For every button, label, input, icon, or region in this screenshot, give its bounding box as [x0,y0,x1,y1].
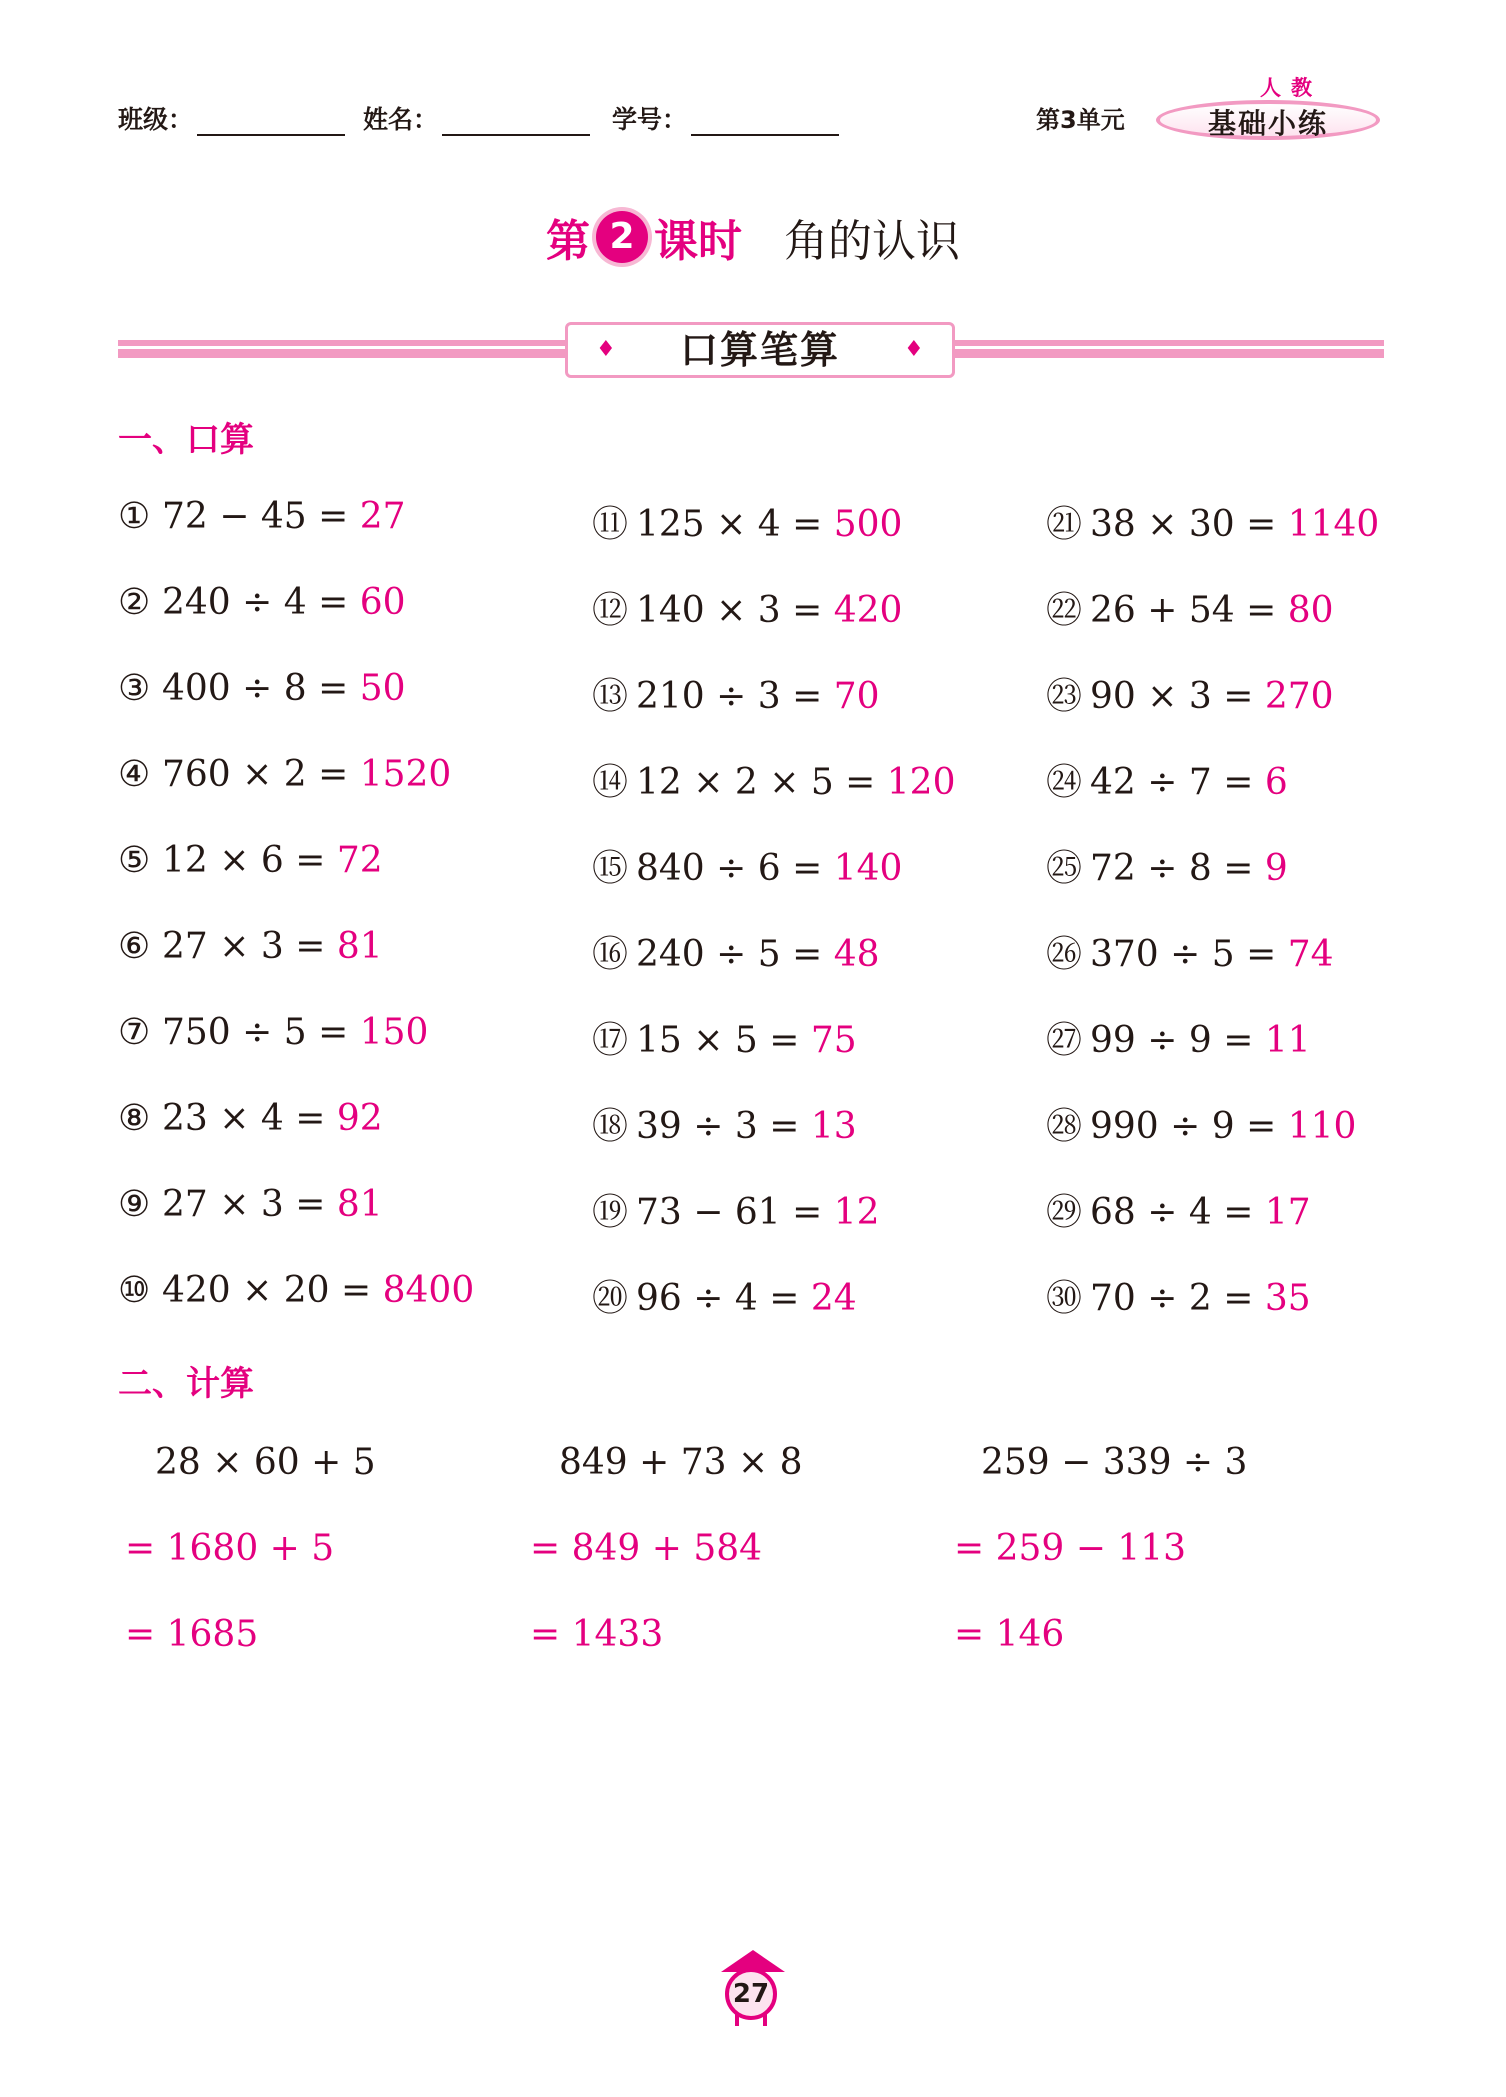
problem-number: ⑰ [592,1020,629,1061]
problem-number: ② [118,582,151,623]
problem-expression: 990 ÷ 9 = [1090,1106,1288,1147]
problem-answer: 60 [359,582,406,623]
series-name: 基础小练 [1207,107,1328,140]
problem-answer: 120 [886,762,956,803]
problem-expression: 140 × 3 = [636,590,834,631]
badge-leg [763,2014,767,2026]
lesson-topic: 角的认识 [784,216,960,267]
calculation-expression: 28 × 60 + 5 [155,1442,376,1483]
problem-number: ㉒ [1046,590,1083,631]
problem-expression: 240 ÷ 5 = [636,934,834,975]
series-logo [1148,72,1388,152]
problem-expression: 72 − 45 = [162,496,360,537]
publisher-label: 人教 [1260,76,1322,100]
mental-problem [592,840,902,891]
problem-answer: 75 [810,1020,857,1061]
calculation-expression: 259 − 339 ÷ 3 [981,1442,1248,1483]
problem-answer: 8400 [382,1270,475,1311]
mental-problem [592,1184,880,1235]
problem-number: ⑮ [592,848,629,889]
mental-problem [592,582,902,633]
problem-expression: 760 × 2 = [162,754,360,795]
problem-number: ⑲ [592,1192,629,1233]
problem-expression: 12 × 6 = [162,840,337,881]
problem-answer: 270 [1264,676,1334,717]
mental-problem [1046,926,1334,977]
problem-number: ㉑ [1046,504,1083,545]
mental-problem [118,582,406,623]
problem-number: ㉘ [1046,1106,1083,1147]
diamond-icon: ♦ [904,337,924,362]
name-label: 姓名： [363,105,439,134]
calculation-step: = 259 − 113 [954,1528,1187,1569]
mental-problem [592,1270,857,1321]
problem-number: ④ [118,754,151,795]
problem-number: ⑪ [592,504,629,545]
problem-answer: 35 [1264,1278,1311,1319]
problem-expression: 96 ÷ 4 = [636,1278,811,1319]
problem-number: ⑳ [592,1278,629,1319]
mental-problem [592,754,956,805]
problem-number: ⑩ [118,1270,151,1311]
mental-problem [118,754,451,795]
problem-number: ㉗ [1046,1020,1083,1061]
problem-number: ⑬ [592,676,629,717]
mental-problem [118,496,406,537]
problem-expression: 240 ÷ 4 = [162,582,360,623]
problem-expression: 27 × 3 = [162,926,337,967]
mental-problem [1046,1184,1311,1235]
class-blank [197,106,345,136]
problem-expression: 73 − 61 = [636,1192,834,1233]
mental-problem [118,1270,474,1311]
mental-problem [1046,1270,1311,1321]
banner-label: 口算笔算 [679,328,840,372]
page-number: 27 [725,1968,777,2020]
problem-answer: 92 [336,1098,383,1139]
mental-problem [1046,496,1379,547]
banner [565,322,955,378]
problem-number: ⑥ [118,926,151,967]
mental-problem [118,1184,383,1225]
problem-number: ⑱ [592,1106,629,1147]
problem-number: ㉖ [1046,934,1083,975]
mental-problem [592,496,902,547]
mental-problem [118,840,383,881]
problem-number: ㉓ [1046,676,1083,717]
calculation-step: = 1433 [530,1614,664,1655]
lesson-title [0,205,1506,269]
problem-answer: 420 [833,590,903,631]
lesson-suffix: 课时 [654,216,742,267]
id-blank [691,106,839,136]
problem-expression: 125 × 4 = [636,504,834,545]
problem-answer: 150 [359,1012,429,1053]
problem-number: ⑦ [118,1012,151,1053]
problem-answer: 72 [336,840,383,881]
page-number-badge [715,1950,791,2026]
class-field [118,100,345,136]
problem-answer: 50 [359,668,406,709]
problem-expression: 15 × 5 = [636,1020,811,1061]
mental-problem [1046,582,1334,633]
problem-number: ㉔ [1046,762,1083,803]
problem-number: ⑤ [118,840,151,881]
problem-answer: 13 [810,1106,857,1147]
name-blank [442,106,590,136]
problem-number: ㉙ [1046,1192,1083,1233]
calculation-step: = 146 [954,1614,1065,1655]
lesson-number: 2 [596,211,648,263]
problem-expression: 370 ÷ 5 = [1090,934,1288,975]
problem-expression: 400 ÷ 8 = [162,668,360,709]
section-title-mental-math: 一、口算 [118,420,254,460]
badge-leg [735,2014,739,2026]
problem-answer: 70 [833,676,880,717]
id-label: 学号： [612,105,688,134]
problem-answer: 6 [1264,762,1288,803]
problem-expression: 39 ÷ 3 = [636,1106,811,1147]
problem-answer: 500 [833,504,903,545]
problem-expression: 27 × 3 = [162,1184,337,1225]
mental-problem [1046,668,1334,719]
class-label: 班级： [118,105,194,134]
section-title-calculation: 二、计算 [118,1364,254,1404]
problem-expression: 72 ÷ 8 = [1090,848,1265,889]
problem-answer: 80 [1287,590,1334,631]
id-field [612,100,839,136]
problem-expression: 23 × 4 = [162,1098,337,1139]
mental-problem [1046,754,1288,805]
problem-number: ㉚ [1046,1278,1083,1319]
problem-number: ⑨ [118,1184,151,1225]
problem-expression: 38 × 30 = [1090,504,1288,545]
mental-problem [118,668,406,709]
mental-problem [118,926,383,967]
problem-expression: 68 ÷ 4 = [1090,1192,1265,1233]
mental-problem [1046,1098,1356,1149]
problem-expression: 750 ÷ 5 = [162,1012,360,1053]
problem-expression: 420 × 20 = [162,1270,383,1311]
calculation-expression: 849 + 73 × 8 [559,1442,803,1483]
mental-problem [118,1098,383,1139]
problem-answer: 9 [1264,848,1288,889]
name-field [363,100,590,136]
calculation-step: = 1680 + 5 [125,1528,335,1569]
problem-answer: 12 [833,1192,880,1233]
problem-answer: 48 [833,934,880,975]
mental-problem [592,668,880,719]
page-header [118,76,1388,160]
problem-answer: 17 [1264,1192,1311,1233]
problem-number: ⑧ [118,1098,151,1139]
problem-expression: 840 ÷ 6 = [636,848,834,889]
mental-problem [592,1012,857,1063]
problem-answer: 27 [359,496,406,537]
problem-number: ⑭ [592,762,629,803]
mental-problem [592,1098,857,1149]
problem-answer: 81 [336,926,383,967]
problem-number: ① [118,496,151,537]
problem-number: ⑫ [592,590,629,631]
problem-expression: 26 + 54 = [1090,590,1288,631]
problem-answer: 74 [1287,934,1334,975]
problem-answer: 11 [1264,1020,1311,1061]
mental-problem [118,1012,428,1053]
problem-expression: 42 ÷ 7 = [1090,762,1265,803]
calculation-step: = 1685 [125,1614,259,1655]
calculation-step: = 849 + 584 [530,1528,763,1569]
problem-expression: 210 ÷ 3 = [636,676,834,717]
mental-problem [1046,1012,1311,1063]
problem-answer: 24 [810,1278,857,1319]
problem-number: ㉕ [1046,848,1083,889]
problem-number: ③ [118,668,151,709]
lesson-prefix: 第 [546,216,590,267]
problem-answer: 1140 [1287,504,1380,545]
problem-answer: 140 [833,848,903,889]
problem-answer: 81 [336,1184,383,1225]
problem-expression: 12 × 2 × 5 = [636,762,887,803]
problem-expression: 70 ÷ 2 = [1090,1278,1265,1319]
mental-problem [1046,840,1288,891]
problem-expression: 90 × 3 = [1090,676,1265,717]
problem-answer: 110 [1287,1106,1357,1147]
problem-answer: 1520 [359,754,452,795]
unit-label: 第3单元 [1036,106,1125,134]
problem-expression: 99 ÷ 9 = [1090,1020,1265,1061]
problem-number: ⑯ [592,934,629,975]
mental-problem [592,926,880,977]
diamond-icon: ♦ [596,337,616,362]
